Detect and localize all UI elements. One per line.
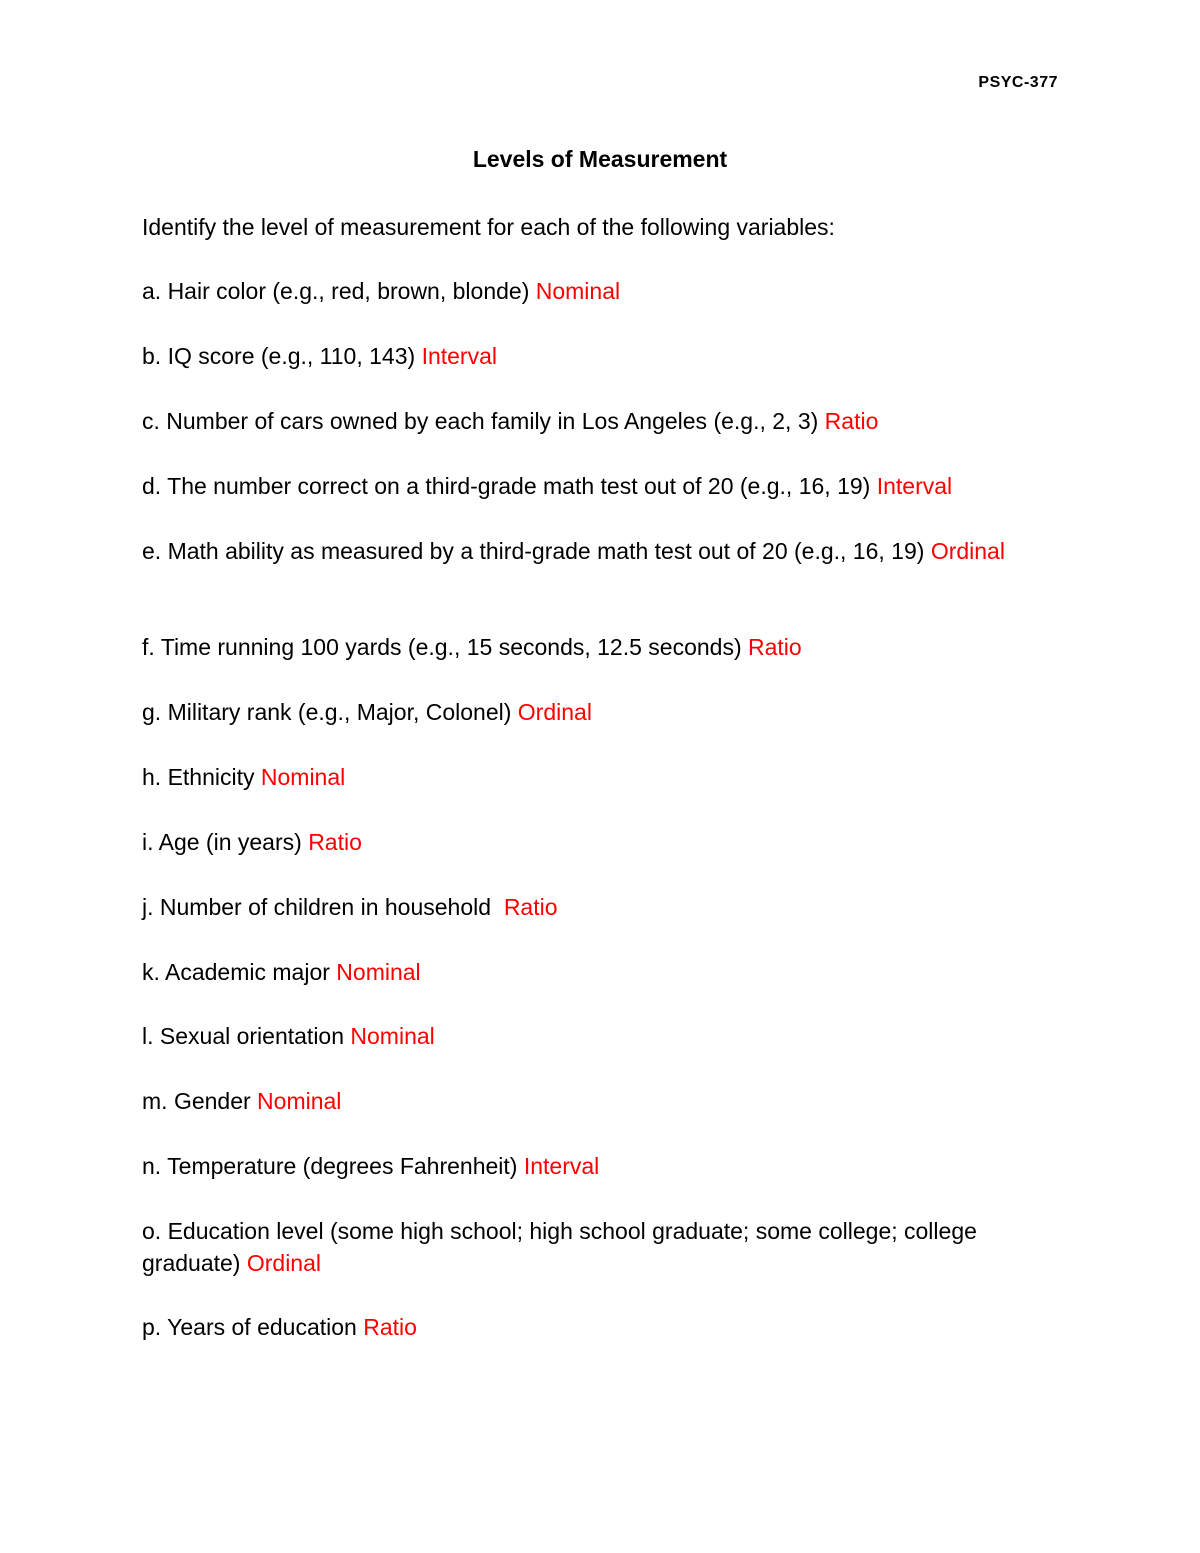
question-item-m (142, 1085, 1062, 1117)
answer-label: Nominal (260, 764, 346, 790)
answer-label: Ratio (363, 1314, 417, 1340)
question-text: i. Age (in years) (142, 829, 309, 855)
answer-label: Nominal (350, 1023, 435, 1049)
question-item-g (142, 696, 1062, 728)
answer-label: Ratio (503, 894, 558, 920)
course-code: PSYC-377 (978, 74, 1058, 91)
answer-label: Ordinal (930, 538, 1005, 564)
question-item-a (142, 275, 1062, 307)
question-text: g. Military rank (e.g., Major, Colonel) (142, 699, 518, 725)
answer-label: Nominal (535, 278, 621, 304)
question-text: m. Gender (142, 1088, 258, 1114)
question-item-i (142, 826, 1062, 858)
answer-label: Ratio (308, 829, 362, 855)
question-item-j (142, 891, 1062, 923)
question-item-e (142, 535, 1062, 567)
question-text: c. Number of cars owned by each family in Los Angeles (e.g., 2, 3) (142, 408, 825, 434)
answer-label: Ratio (748, 634, 802, 660)
answer-label: Nominal (336, 959, 421, 985)
question-item-c (142, 405, 1062, 437)
answer-label: Ordinal (517, 699, 592, 725)
answer-label: Interval (523, 1153, 600, 1179)
instructions: Identify the level of measurement for each of the following variables: (142, 214, 835, 240)
question-text: d. The number correct on a third-grade math test out of 20 (e.g., 16, 19) (142, 473, 877, 499)
question-text: n. Temperature (degrees Fahrenheit) (142, 1153, 524, 1179)
question-text: f. Time running 100 yards (e.g., 15 seconds, 12.5 seconds) (142, 634, 749, 660)
question-text: e. Math ability as measured by a third-grade math test out of 20 (e.g., 16, 19) (142, 538, 931, 564)
question-text: o. Education level (some high school; high school graduate; some college; college graduate) (142, 1218, 977, 1276)
question-item-h (142, 761, 1062, 793)
question-text: a. Hair color (e.g., red, brown, blonde) (142, 278, 536, 304)
page-title: Levels of Measurement (472, 146, 728, 172)
answer-label: Ordinal (246, 1250, 322, 1276)
question-item-p (142, 1311, 1062, 1343)
question-text: l. Sexual orientation (142, 1023, 351, 1049)
question-item-d (142, 470, 1062, 502)
question-item-l (142, 1020, 1062, 1052)
question-text: b. IQ score (e.g., 110, 143) (142, 343, 422, 369)
question-text: j. Number of children in household (142, 894, 504, 920)
question-text: p. Years of education (142, 1314, 364, 1340)
answer-label: Nominal (257, 1088, 342, 1114)
answer-label: Ratio (824, 408, 879, 434)
answer-label: Interval (876, 473, 953, 499)
question-item-n (142, 1150, 1062, 1182)
question-text: k. Academic major (142, 959, 337, 985)
answer-label: Interval (421, 343, 497, 369)
question-item-o (142, 1215, 1062, 1279)
question-text: h. Ethnicity (142, 764, 261, 790)
question-item-k (142, 956, 1062, 988)
question-item-b (142, 340, 1062, 372)
question-item-f (142, 631, 1062, 663)
